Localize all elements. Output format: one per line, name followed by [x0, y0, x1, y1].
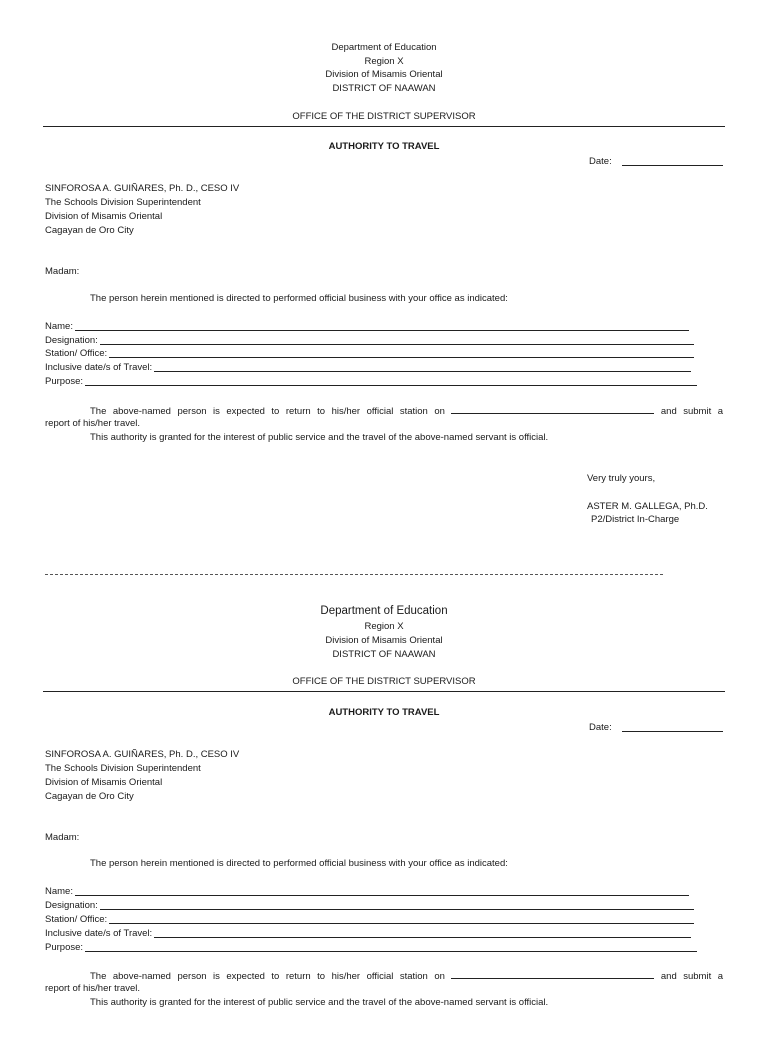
signatory-title: P2/District In-Charge [591, 514, 680, 525]
return-line [45, 403, 723, 419]
form-title: AUTHORITY TO TRAVEL [328, 707, 440, 718]
granted-text: This authority is granted for the interest of public service and the travel of the above-named servant is official. [90, 432, 549, 443]
header-office: OFFICE OF THE DISTRICT SUPERVISOR [292, 111, 476, 122]
purpose-field[interactable] [85, 375, 697, 386]
signatory-name: ASTER M. GALLEGA, Ph.D. [587, 501, 708, 512]
return-continuation: report of his/her travel. [45, 983, 141, 994]
name-label: Name: [45, 321, 73, 333]
name-label: Name: [45, 886, 73, 898]
name-field[interactable] [75, 885, 689, 896]
header-division: Division of Misamis Oriental [325, 635, 443, 646]
header-dept: Department of Education [320, 605, 448, 617]
addressee-position: The Schools Division Superintendent [45, 197, 201, 208]
addressee-city: Cagayan de Oro City [45, 791, 134, 802]
dates-row [45, 927, 691, 941]
station-label: Station/ Office: [45, 914, 108, 926]
dates-field[interactable] [154, 927, 691, 938]
return-continuation: report of his/her travel. [45, 418, 141, 429]
addressee-city: Cagayan de Oro City [45, 225, 134, 236]
dates-field[interactable] [154, 361, 691, 372]
dates-label: Inclusive date/s of Travel: [45, 928, 153, 940]
date-field[interactable] [622, 155, 723, 166]
station-row [45, 913, 694, 927]
addressee-name: SINFOROSA A. GUIÑARES, Ph. D., CESO IV [45, 749, 240, 760]
header-region: Region X [364, 56, 404, 67]
purpose-row [45, 941, 697, 955]
date-label: Date: [589, 156, 612, 167]
header-dept: Department of Education [331, 42, 437, 53]
return-text-end: and submit a [660, 971, 723, 982]
name-row [45, 885, 689, 899]
designation-label: Designation: [45, 335, 98, 347]
designation-row [45, 899, 694, 913]
station-label: Station/ Office: [45, 348, 108, 360]
intro-text: The person herein mentioned is directed to performed official business with your office as indicated: [90, 858, 508, 869]
purpose-label: Purpose: [45, 376, 84, 388]
designation-row [45, 334, 694, 348]
header-district: DISTRICT OF NAAWAN [332, 83, 436, 94]
return-text: The above-named person is expected to return to his/her official station on [90, 971, 445, 982]
form-title: AUTHORITY TO TRAVEL [328, 141, 440, 152]
date-label: Date: [589, 722, 612, 733]
designation-label: Designation: [45, 900, 98, 912]
addressee-name: SINFOROSA A. GUIÑARES, Ph. D., CESO IV [45, 183, 240, 194]
closing: Very truly yours, [587, 473, 656, 484]
salutation: Madam: [45, 832, 80, 843]
purpose-field[interactable] [85, 941, 697, 952]
intro-text: The person herein mentioned is directed to performed official business with your office as indicated: [90, 293, 508, 304]
header-division: Division of Misamis Oriental [325, 69, 443, 80]
purpose-label: Purpose: [45, 942, 84, 954]
dates-label: Inclusive date/s of Travel: [45, 362, 153, 374]
header-region: Region X [364, 621, 404, 632]
addressee-position: The Schools Division Superintendent [45, 763, 201, 774]
name-field[interactable] [75, 320, 689, 331]
header-rule [43, 126, 725, 127]
granted-text: This authority is granted for the interest of public service and the travel of the above-named servant is official. [90, 997, 549, 1008]
header-district: DISTRICT OF NAAWAN [332, 649, 436, 660]
addressee-division: Division of Misamis Oriental [45, 211, 163, 222]
return-line [45, 968, 723, 984]
header-office: OFFICE OF THE DISTRICT SUPERVISOR [292, 676, 476, 687]
station-field[interactable] [109, 913, 694, 924]
designation-field[interactable] [100, 899, 694, 910]
travel-form-bottom [0, 565, 768, 1045]
station-row [45, 347, 694, 361]
designation-field[interactable] [100, 334, 694, 345]
name-row [45, 320, 689, 334]
date-field[interactable] [622, 721, 723, 732]
station-field[interactable] [109, 347, 694, 358]
return-text: The above-named person is expected to return to his/her official station on [90, 406, 445, 417]
return-text-end: and submit a [660, 406, 723, 417]
header-rule [43, 691, 725, 692]
travel-form-top [0, 0, 768, 484]
salutation: Madam: [45, 266, 80, 277]
return-date-field[interactable] [451, 403, 654, 414]
addressee-division: Division of Misamis Oriental [45, 777, 163, 788]
purpose-row [45, 375, 697, 389]
return-date-field[interactable] [451, 968, 654, 979]
dates-row [45, 361, 691, 375]
